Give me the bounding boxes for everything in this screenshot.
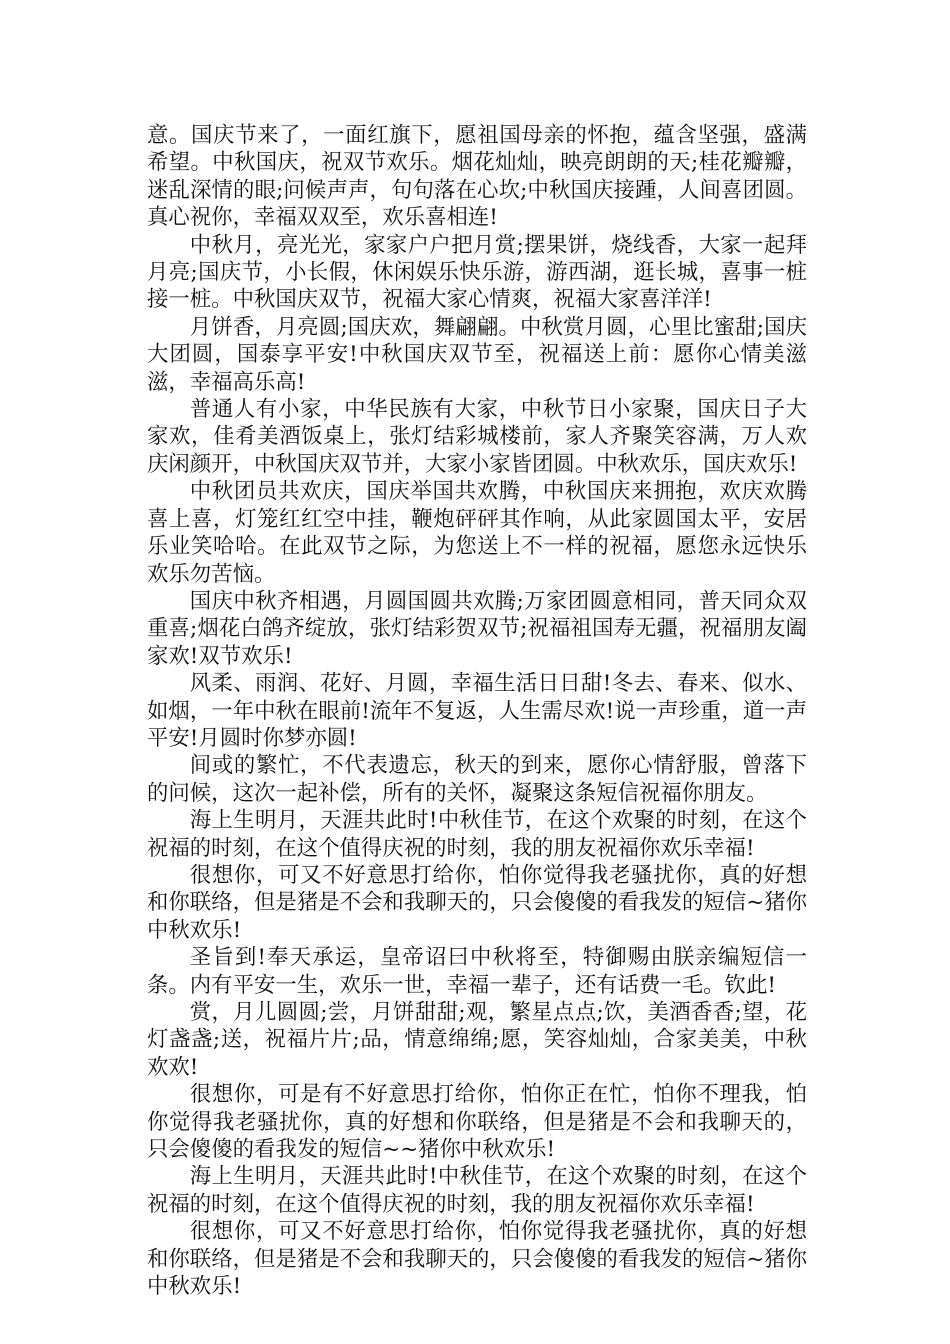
paragraph-12: 赏，月儿圆圆;尝，月饼甜甜;观，繁星点点;饮，美酒香香;望，花灯盏盏;送，祝福片片;品，情意绵绵;愿，笑容灿灿，合家美美，中秋欢欢! xyxy=(147,1000,807,1080)
paragraph-11: 圣旨到!奉天承运，皇帝诏曰中秋将至，特御赐由朕亲编短信一条。内有平安一生，欢乐一世，幸福一辈子，还有话费一毛。钦此! xyxy=(147,945,807,998)
paragraph-13: 很想你，可是有不好意思打给你，怕你正在忙，怕你不理我，怕你觉得我老骚扰你，真的好想和你联络，但是猪是不会和我聊天的，只会傻傻的看我发的短信~~猪你中秋欢乐! xyxy=(147,1082,807,1163)
paragraph-1: 意。国庆节来了，一面红旗下，愿祖国母亲的怀抱，蕴含坚强，盛满希望。中秋国庆，祝双节欢乐。烟花灿灿，映亮朗朗的天;桂花瓣瓣，迷乱深情的眼;问候声声，句句落在心坎;中秋国庆接踵，人间喜团圆。真心祝你，幸福双双至，欢乐喜相连! xyxy=(147,123,807,231)
paragraph-10: 很想你，可又不好意思打给你，怕你觉得我老骚扰你，真的好想和你联络，但是猪是不会和我聊天的，只会傻傻的看我发的短信~猪你中秋欢乐! xyxy=(147,862,807,943)
paragraph-9: 海上生明月，天涯共此时!中秋佳节，在这个欢聚的时刻，在这个祝福的时刻，在这个值得庆祝的时刻，我的朋友祝福你欢乐幸福! xyxy=(147,808,807,861)
paragraph-14: 海上生明月，天涯共此时!中秋佳节，在这个欢聚的时刻，在这个祝福的时刻，在这个值得庆祝的时刻，我的朋友祝福你欢乐幸福! xyxy=(147,1164,807,1217)
paragraph-3: 月饼香，月亮圆;国庆欢，舞翩翩。中秋赏月圆，心里比蜜甜;国庆大团圆，国泰享平安!中秋国庆双节至，祝福送上前：愿你心情美滋滋，幸福高乐高! xyxy=(147,314,807,395)
document-body xyxy=(147,122,807,1300)
paragraph-15: 很想你，可又不好意思打给你，怕你觉得我老骚扰你，真的好想和你联络，但是猪是不会和我聊天的，只会傻傻的看我发的短信~猪你中秋欢乐! xyxy=(147,1219,807,1300)
paragraph-5: 中秋团员共欢庆，国庆举国共欢腾，中秋国庆来拥抱，欢庆欢腾喜上喜，灯笼红红空中挂，鞭炮砰砰其作响，从此家圆国太平，安居乐业笑哈哈。在此双节之际，为您送上不一样的祝福，愿您永远快乐欢乐勿苦恼。 xyxy=(147,479,807,587)
paragraph-2: 中秋月，亮光光，家家户户把月赏;摆果饼，烧线香，大家一起拜月亮;国庆节，小长假，休闲娱乐快乐游，游西湖，逛长城，喜事一桩接一桩。中秋国庆双节，祝福大家心情爽，祝福大家喜洋洋! xyxy=(147,232,807,313)
paragraph-7: 风柔、雨润、花好、月圆，幸福生活日日甜!冬去、春来、似水、如烟，一年中秋在眼前!流年不复返，人生需尽欢!说一声珍重，道一声平安!月圆时你梦亦圆! xyxy=(147,671,807,751)
paragraph-4: 普通人有小家，中华民族有大家，中秋节日小家聚，国庆日子大家欢，佳肴美酒饭桌上，张灯结彩城楼前，家人齐聚笑容满，万人欢庆闲颜开，中秋国庆双节并，大家小家皆团圆。中秋欢乐，国庆欢乐! xyxy=(147,397,807,477)
paragraph-6: 国庆中秋齐相遇，月圆国圆共欢腾;万家团圆意相同，普天同众双重喜;烟花白鸽齐绽放，张灯结彩贺双节;祝福祖国寿无疆，祝福朋友阖家欢!双节欢乐! xyxy=(147,588,807,669)
paragraph-8: 间或的繁忙，不代表遗忘，秋天的到来，愿你心情舒服，曾落下的问候，这次一起补偿，所有的关怀，凝聚这条短信祝福你朋友。 xyxy=(147,753,807,806)
